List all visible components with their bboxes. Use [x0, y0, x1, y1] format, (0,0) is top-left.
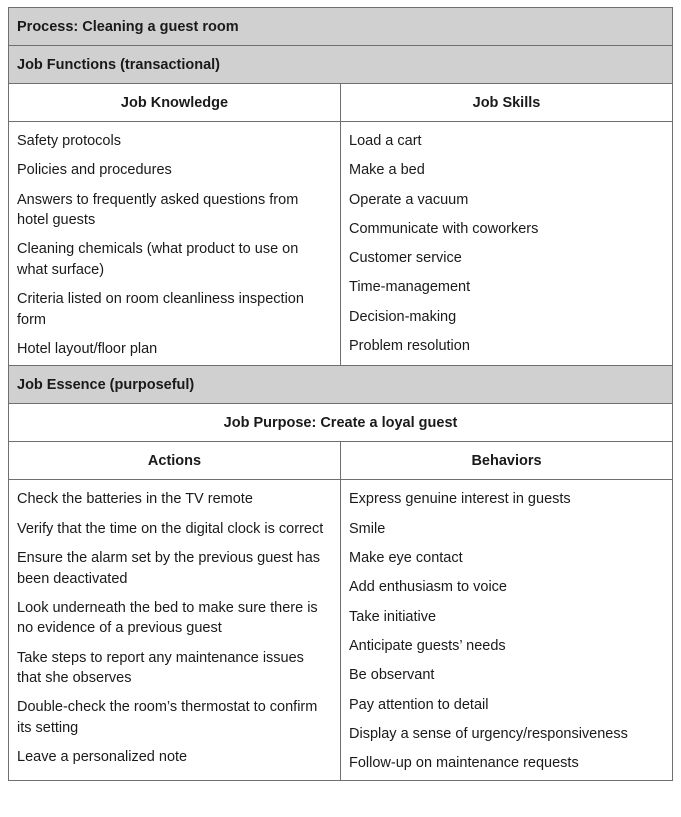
- list-item: Time-management: [349, 279, 471, 296]
- list-item: Anticipate guests’ needs: [349, 637, 506, 654]
- behaviors-header: Behaviors: [341, 442, 673, 480]
- job-essence-heading: Job Essence (purposeful): [9, 366, 673, 404]
- actions-list: [9, 480, 340, 773]
- list-item: Problem resolution: [349, 338, 470, 355]
- list-item: Policies and procedures: [17, 162, 172, 179]
- job-skills-cell: [341, 122, 673, 366]
- job-knowledge-header: Job Knowledge: [9, 84, 341, 122]
- list-item: Criteria listed on room cleanliness inspection form: [17, 291, 304, 328]
- job-purpose-heading: Job Purpose: Create a loyal guest: [9, 404, 673, 442]
- list-item: Follow-up on maintenance requests: [349, 755, 579, 772]
- list-item: Add enthusiasm to voice: [349, 579, 507, 596]
- list-item: Operate a vacuum: [349, 191, 469, 208]
- list-item: Be observant: [349, 667, 435, 684]
- list-item: Leave a personalized note: [17, 749, 188, 766]
- process-table: [8, 7, 673, 781]
- list-item: Answers to frequently asked questions from hotel guests: [17, 191, 299, 229]
- list-item: Communicate with coworkers: [349, 220, 539, 237]
- actions-header: Actions: [9, 442, 341, 480]
- list-item: Hotel layout/floor plan: [17, 340, 158, 357]
- list-item: Make eye contact: [349, 550, 463, 567]
- list-item: Look underneath the bed to make sure there is no evidence of a previous guest: [17, 599, 318, 637]
- list-item: Safety protocols: [17, 133, 121, 149]
- list-item: Double-check the room’s thermostat to confirm its setting: [17, 699, 318, 736]
- list-item: Pay attention to detail: [349, 696, 489, 713]
- list-item: Make a bed: [349, 162, 425, 179]
- behaviors-cell: [341, 480, 673, 780]
- actions-cell: [9, 480, 341, 780]
- list-item: Cleaning chemicals (what product to use on what surface): [17, 241, 299, 278]
- list-item: Display a sense of urgency/responsiveness: [349, 725, 628, 742]
- list-item: Verify that the time on the digital clock is correct: [17, 520, 324, 537]
- list-item: Take initiative: [349, 608, 437, 625]
- job-skills-header: Job Skills: [341, 84, 673, 122]
- list-item: Decision-making: [349, 308, 457, 325]
- job-skills-list: [341, 122, 672, 363]
- list-item: Load a cart: [349, 133, 422, 149]
- job-knowledge-cell: [9, 122, 341, 366]
- list-item: Smile: [349, 520, 386, 537]
- behaviors-list: [341, 480, 672, 779]
- job-functions-heading: Job Functions (transactional): [9, 46, 673, 84]
- list-item: Check the batteries in the TV remote: [17, 491, 253, 508]
- list-item: Take steps to report any maintenance issues that she observes: [17, 649, 304, 687]
- list-item: Customer service: [349, 250, 462, 267]
- job-knowledge-list: [9, 122, 340, 365]
- process-title: Process: Cleaning a guest room: [9, 8, 673, 46]
- list-item: Ensure the alarm set by the previous guest has been deactivated: [17, 550, 321, 587]
- list-item: Express genuine interest in guests: [349, 491, 571, 508]
